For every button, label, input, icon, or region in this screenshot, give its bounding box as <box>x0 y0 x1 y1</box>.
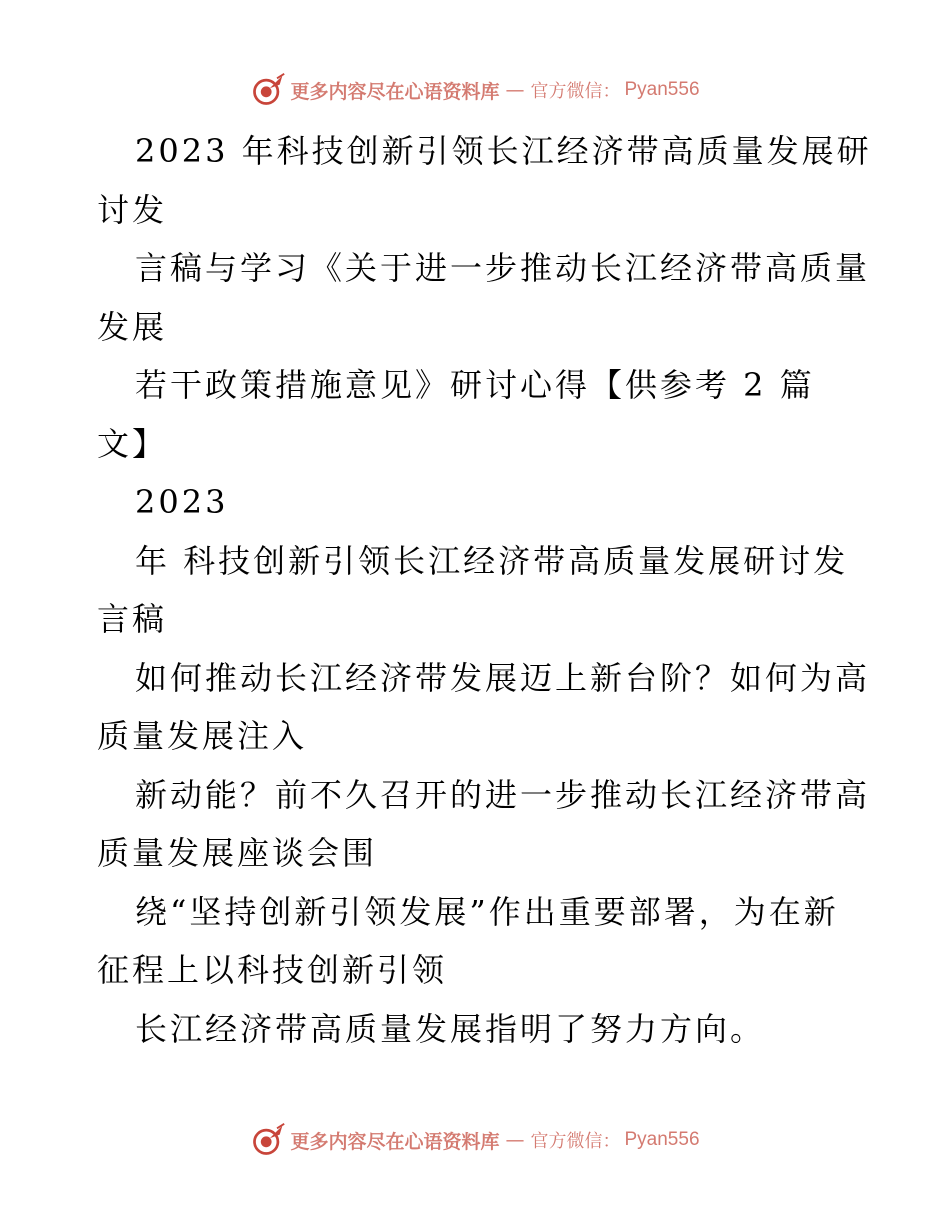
watermark-dash: — <box>505 79 525 101</box>
text-line: 文】 <box>97 424 168 463</box>
watermark-id: Pyan556 <box>624 79 700 100</box>
watermark-text: 更多内容尽在心语资料库 <box>290 80 500 103</box>
text-line: 质量发展座谈会围 <box>97 834 378 872</box>
watermark-official: 官方微信： <box>530 1131 621 1152</box>
text-line: 言稿 <box>97 600 168 638</box>
watermark-official: 官方微信： <box>530 81 621 102</box>
footer-watermark <box>0 1120 950 1160</box>
text-line: 长江经济带高质量发展指明了努力方向。 <box>135 1009 766 1048</box>
text-line: 如何推动长江经济带发展迈上新台阶？如何为高 <box>135 658 871 697</box>
quill-logo-icon <box>250 1122 286 1158</box>
text-line: 年 科技创新引领长江经济带高质量发展研讨发 <box>135 541 849 580</box>
text-line: 新动能？前不久召开的进一步推动长江经济带高 <box>135 775 871 814</box>
watermark-id: Pyan556 <box>624 1129 700 1150</box>
text-line: 2023 <box>135 483 229 521</box>
text-line: 讨发 <box>97 190 168 229</box>
text-line: 2023 年科技创新引领长江经济带高质量发展研 <box>135 132 872 170</box>
document-body <box>97 122 872 1058</box>
text-line: 若干政策措施意见》研讨心得【供参考 2 篇 <box>135 366 815 404</box>
quill-logo-icon <box>250 72 286 108</box>
text-line: 言稿与学习《关于进一步推动长江经济带高质量 <box>135 249 871 287</box>
watermark-dash: — <box>505 1129 525 1151</box>
text-line: 绕“坚持创新引领发展”作出重要部署，为在新 <box>135 892 839 931</box>
header-watermark <box>0 70 950 110</box>
text-line: 征程上以科技创新引领 <box>97 951 448 989</box>
watermark-text: 更多内容尽在心语资料库 <box>290 1130 500 1153</box>
text-line: 质量发展注入 <box>97 717 308 755</box>
text-line: 发展 <box>97 307 168 346</box>
